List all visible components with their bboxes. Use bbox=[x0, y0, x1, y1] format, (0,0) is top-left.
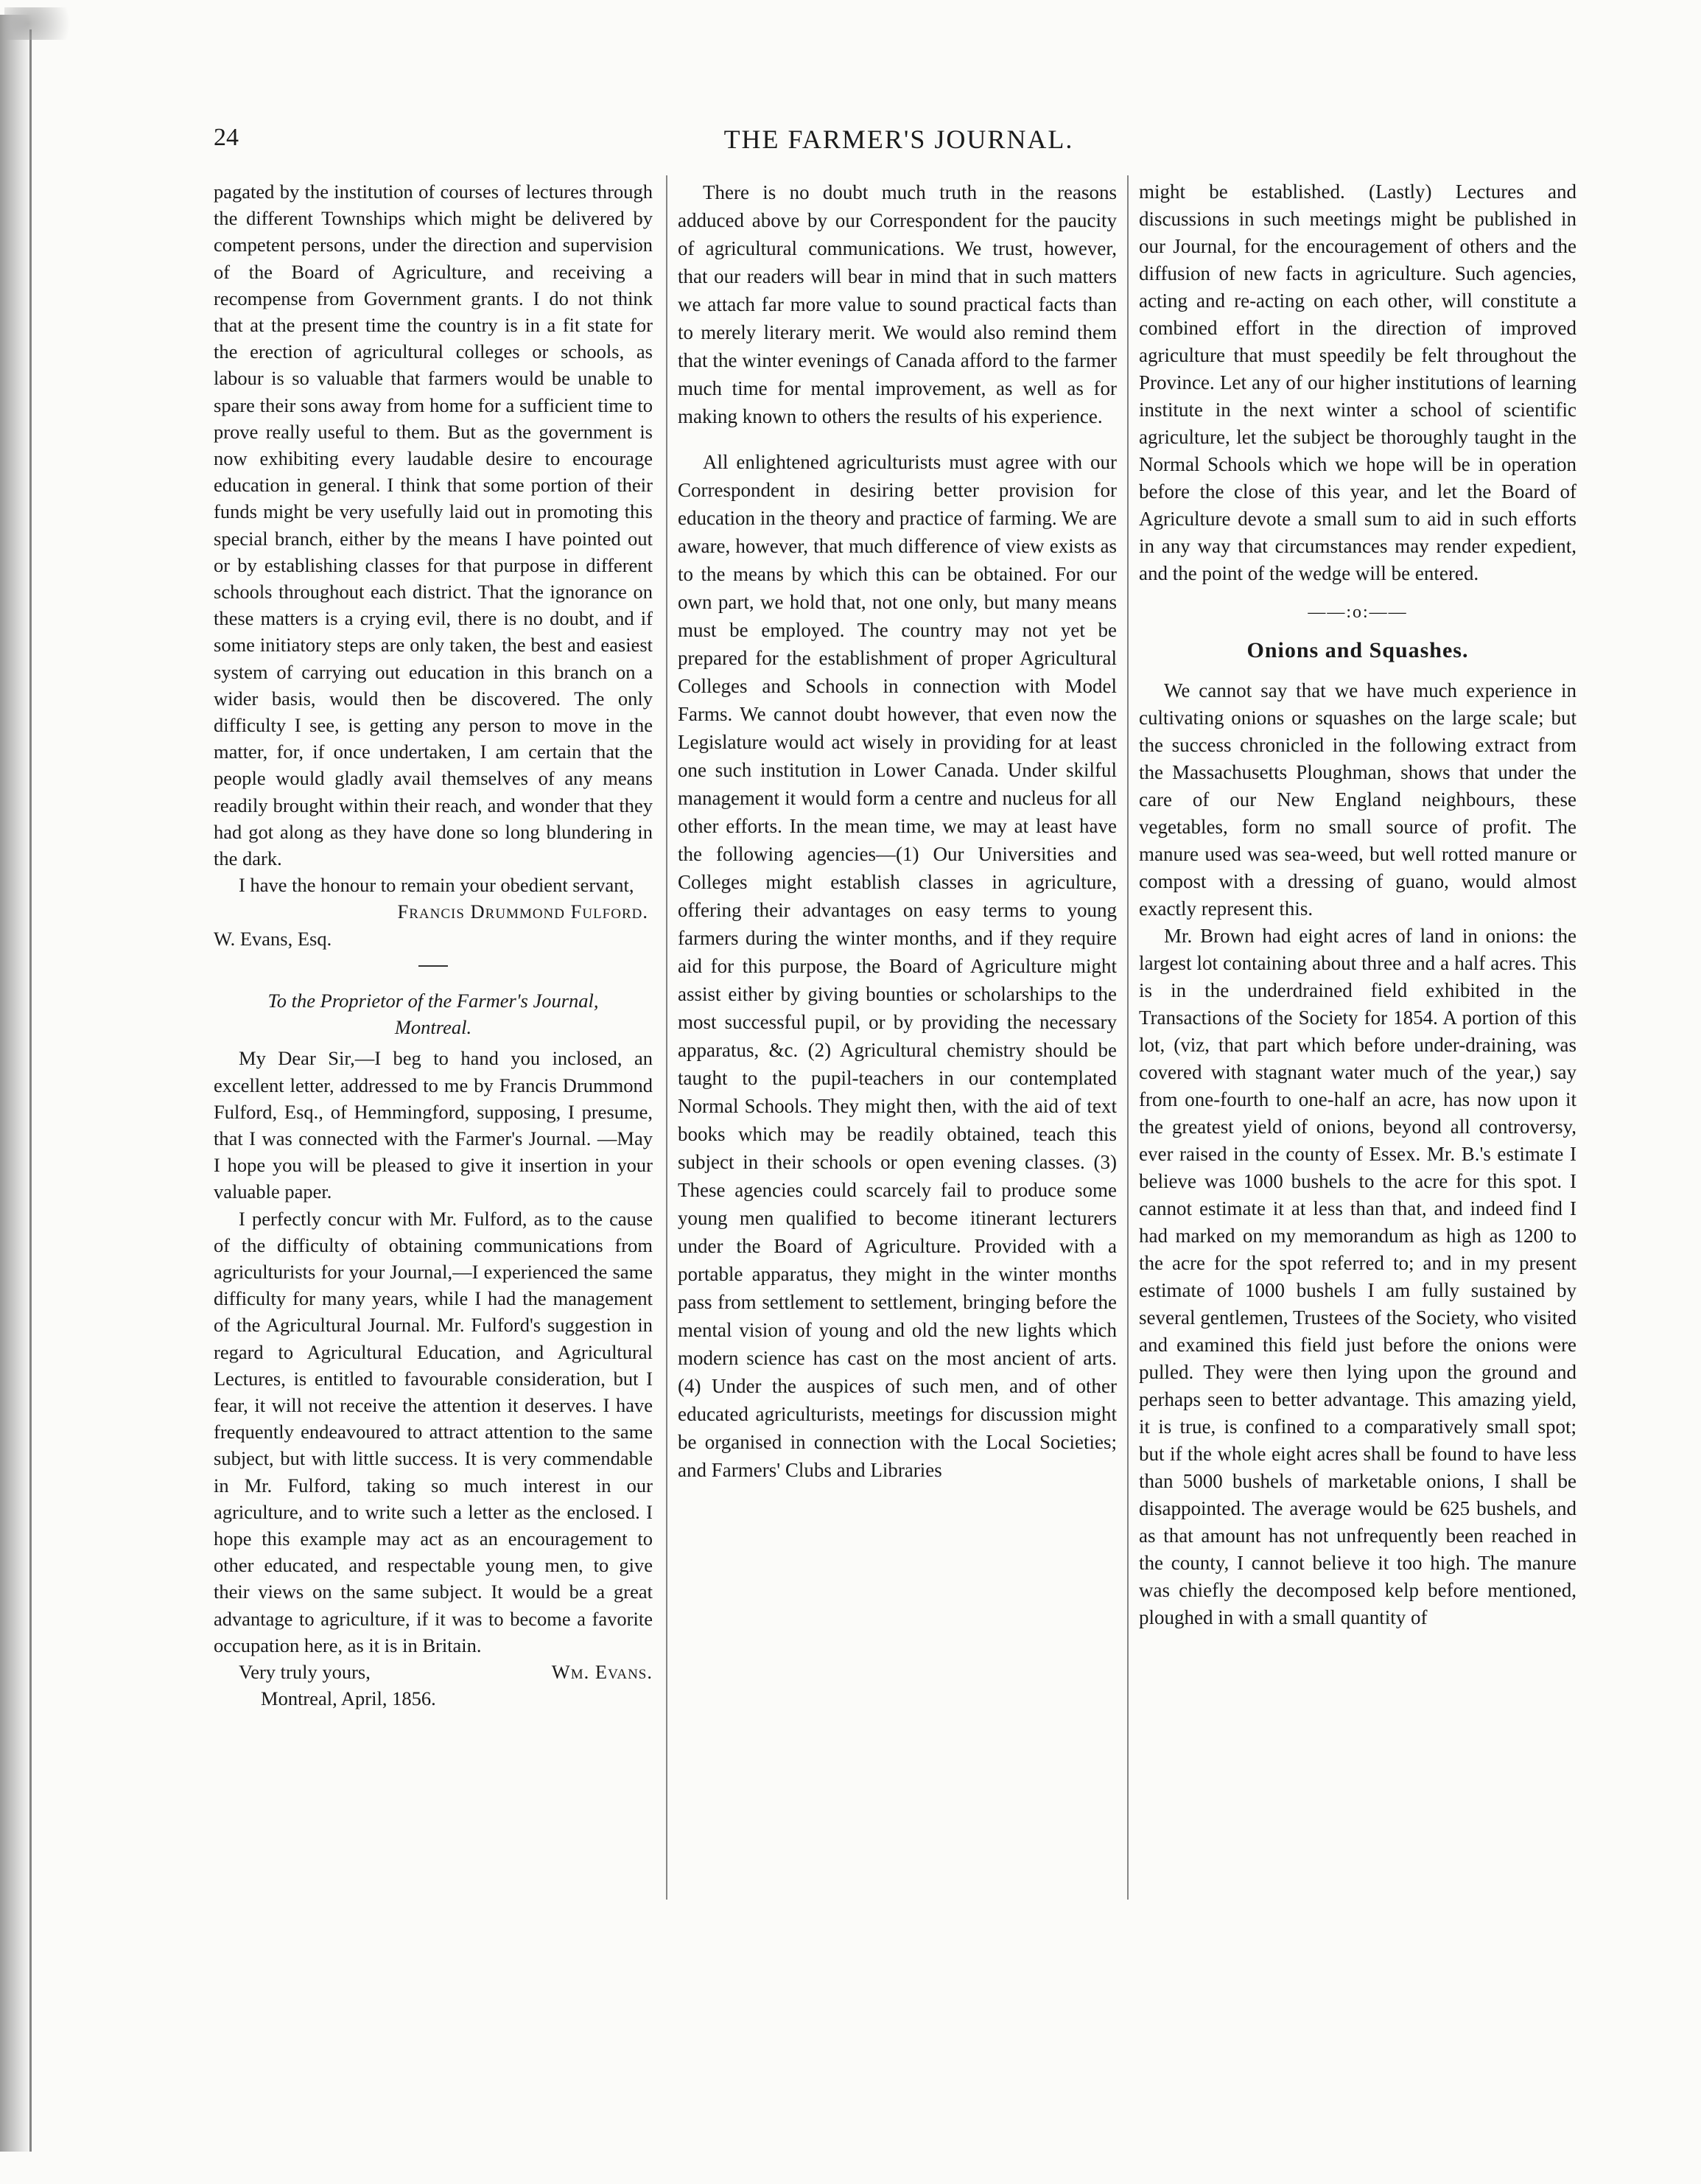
letter2-paragraph-2: I perfectly concur with Mr. Fulford, as to the cause of the difficulty of obtaining communications from agriculturists for your Journal,—I experienced the same difficulty for many years, while I had the management of the Agricultural Journal. Mr. Fulford's suggestion in regard to Agricultural Education, and Agricultural Lectures, is entitled to favourable consideration, but I fear, it will not receive the attention it deserves. I have frequently endeavoured to attract attention to the same subject, but with little success. It is very commendable in Mr. Fulford, taking so much interest in our agriculture, and to write such a letter as the enclosed. I hope this example may act as an encouragement to other educated, and respectable young men, to give their views on the same subject. It would be a great advantage to agriculture, if it was to become a favorite occupation here, as it is in Britain. bbox=[214, 1207, 653, 1656]
column-1 bbox=[214, 178, 653, 1712]
editorial-continuation: might be established. (Lastly) Lectures and discussions in such meetings might be published in our Journal, for the encouragement of others and the diffusion of new facts in agriculture. Such agencies, acting and re-acting on each other, will constitute a combined effort in the direction of improved agriculture that must speedily be felt throughout the Province. Let any of our higher institutions of learning institute in the next winter a school of scientific agriculture, let the subject be thoroughly taught in the Normal Schools which we hope will be in operation before the close of this year, and let the Board of Agriculture devote a small sum to aid in such efforts in any way that circumstances may render expedient, and the point of the wedge will be entered. bbox=[1139, 181, 1577, 584]
letter2-valediction-line bbox=[214, 1659, 653, 1685]
section-divider: ——:o:—— bbox=[1308, 603, 1408, 622]
letter1-addressee: W. Evans, Esq. bbox=[214, 927, 332, 950]
letter1-signature: Francis Drummond Fulford. bbox=[397, 900, 648, 923]
running-head bbox=[214, 124, 1584, 158]
letter2-valediction: Very truly yours, bbox=[239, 1660, 371, 1683]
editorial-paragraph-2: All enlightened agriculturists must agree with our Correspondent in desiring better provision for education in the theory and practice of farming. We are aware, however, that much difference of view exists as to the means by which this can be obtained. For our own part, we hold that, not one only, but many means must be employed. The country may not yet be prepared for the establishment of proper Agricultural Colleges and Schools in connection with Model Farms. We cannot doubt however, that even now the Legislature would act wisely in providing for at least one such institution in Lower Canada. Under skilful management it would form a centre and nucleus for all other efforts. In the mean time, we may at least have the following agencies—(1) Our Universities and Colleges might establish classes in agriculture, offering their advantages on easy terms to young farmers during the winter months, and if they require aid for this purpose, the Board of Agriculture might assist either by giving bounties or scholarships to the most successful pupil, or by providing the necessary apparatus, &c. (2) Agricultural chemistry should be taught to the pupil-teachers in our contemplated Normal Schools. They might then, with the aid of text books which may be readily obtained, teach this subject in their schools or open evening classes. (3) These agencies could scarcely fail to produce some young men qualified to become itinerant lecturers under the Board of Agriculture. Provided with a portable apparatus, they might in the winter months pass from settlement to settlement, bringing before the mental vision of young and old the new lights which modern science has cast on the most ancient of arts. (4) Under the auspices of such men, and of other educated agriculturists, meetings for discussion might be organised in connection with the Local Societies; and Farmers' Clubs and Libraries bbox=[678, 451, 1117, 1481]
letter2-signature: Wm. Evans. bbox=[551, 1660, 653, 1683]
column-3 bbox=[1139, 178, 1577, 1631]
column-rule bbox=[1127, 175, 1129, 1900]
letter2-heading: To the Proprietor of the Farmer's Journal, Montreal. bbox=[267, 989, 599, 1039]
journal-title: THE FARMER'S JOURNAL. bbox=[723, 125, 1074, 154]
letter1-body: pagated by the institution of courses of lectures through the different Townships which might be delivered by competent persons, under the direction and supervision of the Board of Agriculture, and receiving a recompense from Government grants. I do not think that at the present time the country is in a fit state for the erection of agricultural colleges or schools, as labour is so valuable that farmers would be unable to spare their sons away from home for a sufficient time to prove really useful to them. But as the government is now exhibiting every laudable desire to encourage education in general. I think that some portion of their funds might be very usefully laid out in promoting this special branch, either by the means I have pointed out or by establishing classes for that purpose in different schools throughout each district. That the ignorance on these matters is a crying evil, there is no doubt, and if some initiatory steps are only taken, the best and easiest system of carrying out education in this branch on a wider basis, would then be discovered. The only difficulty I see, is getting any person to move in the matter, for, if once undertaken, I am certain that the people would gladly avail themselves of any means readily brought within their reach, and wonder that they had got along as they have done so long blundering in the dark. bbox=[214, 181, 653, 870]
onions-paragraph-2: Mr. Brown had eight acres of land in onions: the largest lot containing about three and a half acres. This is in the underdrained field exhibited in the Transactions of the Society for 1854. A portion of this lot, (viz, that part which before under-draining, was covered with stagnant water much of the year,) say from one-fourth to one-half an acre, has now upon it the greatest yield of onions, beyond all controversy, ever raised in the county of Essex. Mr. B.'s estimate I believe was 1000 bushels to the acre for this spot. I cannot estimate it at less than that, and indeed find I had marked on my memorandum as high as 1200 to the acre for the spot referred to; and in my present estimate of 1000 bushels I am fully sustained by several gentlemen, Trustees of the Society, who visited and examined this field just before the onions were pulled. They were then lying upon the ground and perhaps seen to better advantage. This amazing yield, it is true, is confined to a comparatively small spot; but if the whole eight acres shall be found to have less than 5000 bushels of marketable onions, I shall be disappointed. The average would be 625 bushels, and as that amount has not unfrequently been reached in the county, I cannot believe it too high. The manure was chiefly the decomposed kelp before mentioned, ploughed in with a small quantity of bbox=[1139, 925, 1577, 1628]
column-2 bbox=[678, 178, 1117, 1484]
section-title: Onions and Squashes. bbox=[1246, 638, 1469, 662]
page-number: 24 bbox=[214, 124, 239, 151]
onions-paragraph-1: We cannot say that we have much experience in cultivating onions or squashes on the large scale; but the success chronicled in the following extract from the Massachusetts Ploughman, shows that under the care of our New England neighbours, these vegetables, form no small source of profit. The manure used was sea-weed, but well rotted manure or compost with a dressing of guano, would almost exactly represent this. bbox=[1139, 679, 1577, 920]
binding-line bbox=[29, 29, 32, 2152]
column-rule bbox=[666, 175, 667, 1900]
letter2-dateline: Montreal, April, 1856. bbox=[261, 1687, 436, 1710]
scan-speck bbox=[4, 7, 85, 40]
short-rule bbox=[418, 965, 448, 967]
editorial-paragraph-1: There is no doubt much truth in the reasons adduced above by our Correspondent for the paucity of agricultural communications. We trust, however, that our readers will bear in mind that in such matters we attach far more value to sound practical facts than to merely literary merit. We would also remind them that the winter evenings of Canada afford to the farmer much time for mental improvement, as well as for making known to others the results of his experience. bbox=[678, 181, 1117, 427]
letter1-closing: I have the honour to remain your obedient servant, bbox=[239, 874, 634, 897]
scan-edge-shadow bbox=[0, 15, 32, 2152]
letter2-paragraph-1: My Dear Sir,—I beg to hand you inclosed, an excellent letter, addressed to me by Francis Drummond Fulford, Esq., of Hemmingford, supposing, I presume, that I was connected with the Farmer's Journal. —May I hope you will be pleased to give it insertion in your valuable paper. bbox=[214, 1047, 653, 1203]
